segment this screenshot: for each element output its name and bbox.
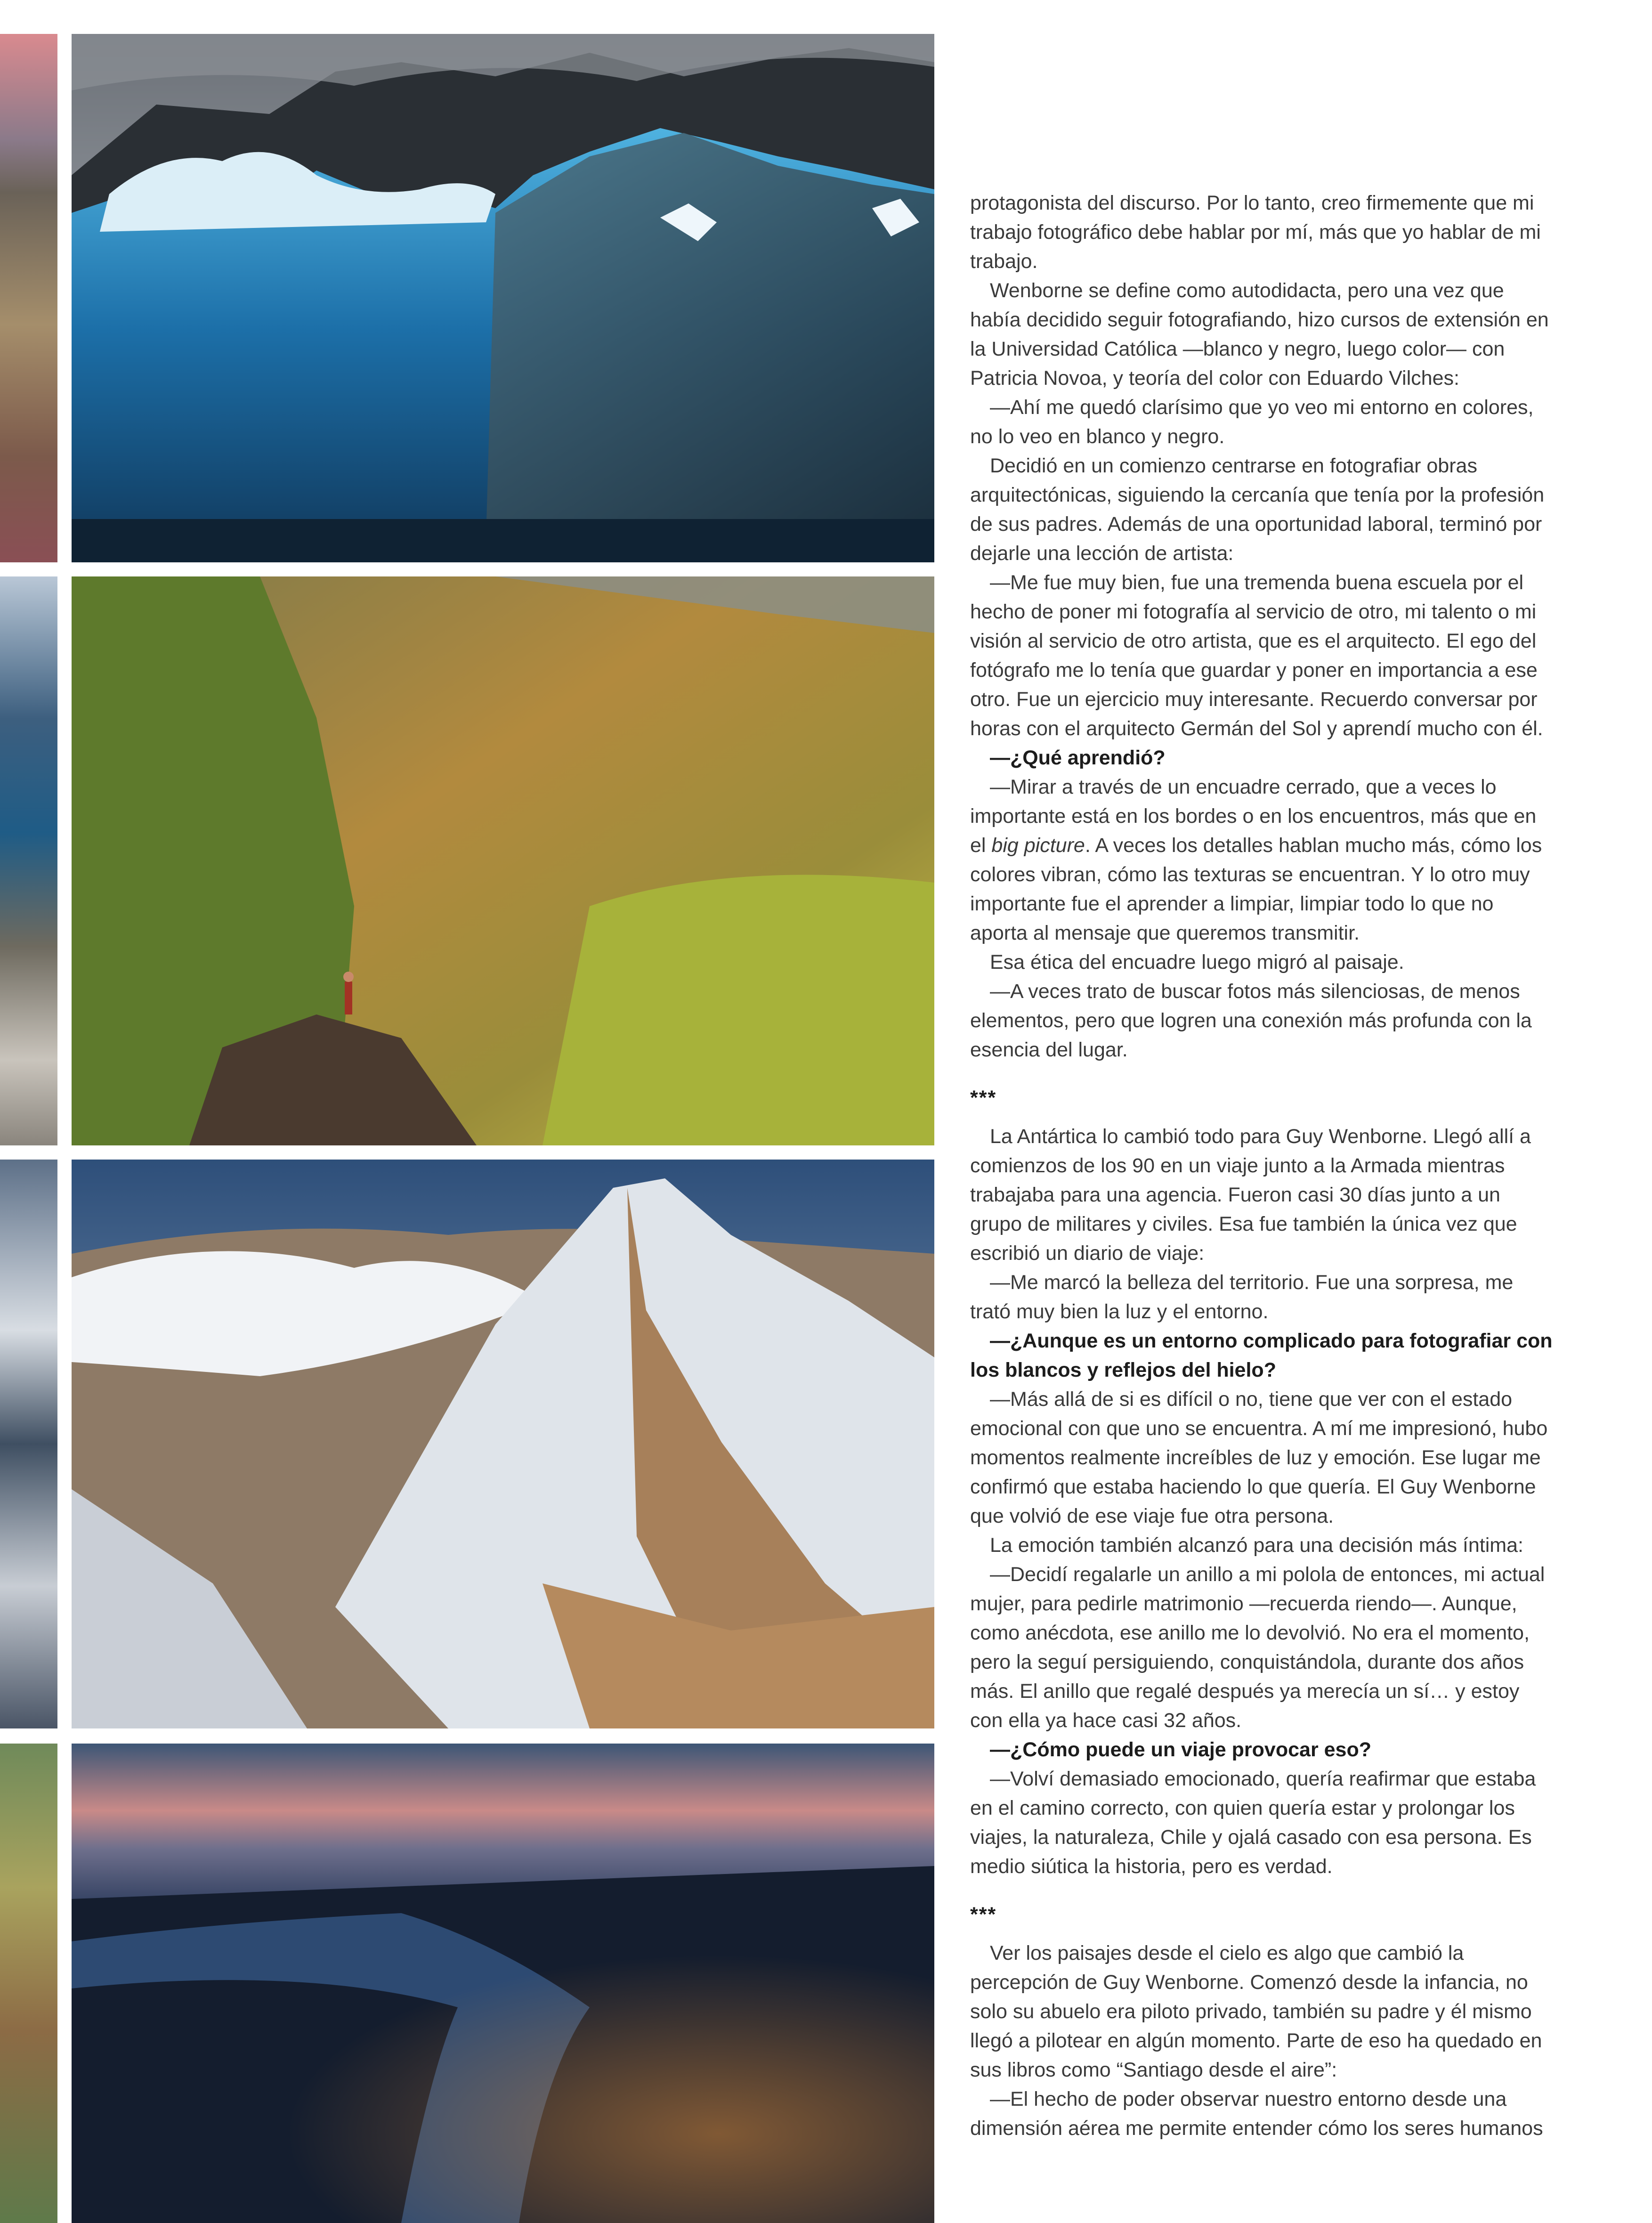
- paragraph: Esa ética del encuadre luego migró al paisaje.: [990, 951, 1404, 974]
- quote-paragraph: —El hecho de poder observar nuestro entorno desde una dimensión aérea me permite entender cómo los seres humanos: [970, 2088, 1543, 2140]
- paragraph: La emoción también alcanzó para una decisión más íntima:: [990, 1534, 1523, 1557]
- interview-question: —¿Cómo puede un viaje provocar eso?: [990, 1738, 1371, 1761]
- quote-paragraph: —Más allá de si es difícil o no, tiene que ver con el estado emocional con que uno se encuentra. A mí me impresionó, hubo momentos realmente increíbles de luz y emoción. Ese lugar me confirmó que estaba haciendo lo que quería. El Guy Wenborne que volvió de ese viaje fue otra persona.: [970, 1388, 1548, 1527]
- paragraph: Wenborne se define como autodidacta, pero una vez que había decidido seguir fotografiando, hizo cursos de extensión en la Universidad Católica —blanco y negro, luego color— con Patricia Novoa, y teoría del color con Eduardo Vilches:: [970, 279, 1549, 389]
- text-run: . A veces los detalles hablan mucho más, cómo los colores vibran, cómo las texturas se encuentran. Y lo otro muy importante fue el aprender a limpiar, limpiar todo lo que no aporta al mensaje que queremos transmitir.: [970, 834, 1542, 944]
- quote-paragraph: —Me marcó la belleza del territorio. Fue una sorpresa, me trató muy bien la luz y el entorno.: [970, 1271, 1514, 1323]
- left-strip-vineyard-photo: [0, 1744, 57, 2223]
- snowy-volcano-photo: [72, 1160, 934, 1728]
- paragraph: Ver los paisajes desde el cielo es algo que cambió la percepción de Guy Wenborne. Comenzó desde la infancia, no solo su abuelo era piloto privado, también su padre y él mismo llegó a pilotear en algún momento. Parte de eso ha quedado en sus libros como “Santiago desde el aire”:: [970, 1942, 1542, 2081]
- quote-paragraph: —Me fue muy bien, fue una tremenda buena escuela por el hecho de poner mi fotografía al servicio de otro, mi talento o mi visión al servicio de otro artista, que es el arquitecto. El ego del fotógrafo me lo tenía que guardar y poner en importancia a ese otro. Fue un ejercicio muy interesante. Recuerdo conversar por horas con el arquitecto Germán del Sol y aprendí mucho con él.: [970, 571, 1543, 740]
- text-run: —Mirar a través de un encuadre cerrado, que a veces lo importante está en los bordes o en los encuentros, más que en el: [970, 776, 1537, 857]
- city-night-photo: [72, 1744, 934, 2223]
- article-body: [970, 188, 1554, 2143]
- quote-paragraph: —Decidí regalarle un anillo a mi polola de entonces, mi actual mujer, para pedirle matrimonio —recuerda riendo—. Aunque, como anécdota, ese anillo me lo devolvió. No era el momento, pero la seguí persiguiendo, conquistándola, durante dos años más. El anillo que regalé después ya merecía un sí… y estoy con ella ya hace casi 32 años.: [970, 1563, 1545, 1732]
- quote-paragraph: —A veces trato de buscar fotos más silenciosas, de menos elementos, pero que logren una conexión más profunda con la esencia del lugar.: [970, 980, 1532, 1061]
- autumn-forest-photo: [72, 576, 934, 1145]
- left-strip-lake-mountain-photo: [0, 576, 57, 1145]
- italic-term: big picture: [991, 834, 1085, 857]
- paragraph: La Antártica lo cambió todo para Guy Wenborne. Llegó allí a comienzos de los 90 en un viaje junto a la Armada mientras trabajaba para una agencia. Fueron casi 30 días junto a un grupo de militares y civiles. Esa fue también la única vez que escribió un diario de viaje:: [970, 1125, 1531, 1265]
- section-separator: ***: [970, 1903, 997, 1926]
- quote-paragraph: —Volví demasiado emocionado, quería reafirmar que estaba en el camino correcto, con quien quería estar y prolongar los viajes, la naturaleza, Chile y ojalá casado con esa persona. Es medio siútica la historia, pero es verdad.: [970, 1768, 1536, 1878]
- paragraph: protagonista del discurso. Por lo tanto, creo firmemente que mi trabajo fotográfico debe hablar por mí, más que yo hablar de mi trabajo.: [970, 192, 1541, 273]
- left-strip-snowy-range-photo: [0, 1160, 57, 1728]
- paragraph: Decidió en un comienzo centrarse en fotografiar obras arquitectónicas, siguiendo la cercanía que tenía por la profesión de sus padres. Además de una oportunidad laboral, terminó por dejarle una lección de artista:: [970, 454, 1545, 565]
- section-separator: ***: [970, 1087, 997, 1109]
- interview-question: —¿Aunque es un entorno complicado para fotografiar con los blancos y reflejos del hielo?: [970, 1330, 1553, 1381]
- left-strip-dusk-photo: [0, 34, 57, 562]
- quote-paragraph: —Ahí me quedó clarísimo que yo veo mi entorno en colores, no lo veo en blanco y negro.: [970, 396, 1534, 448]
- quote-paragraph: [970, 772, 1554, 948]
- interview-question: —¿Qué aprendió?: [990, 746, 1166, 769]
- iceberg-photo: [72, 34, 934, 562]
